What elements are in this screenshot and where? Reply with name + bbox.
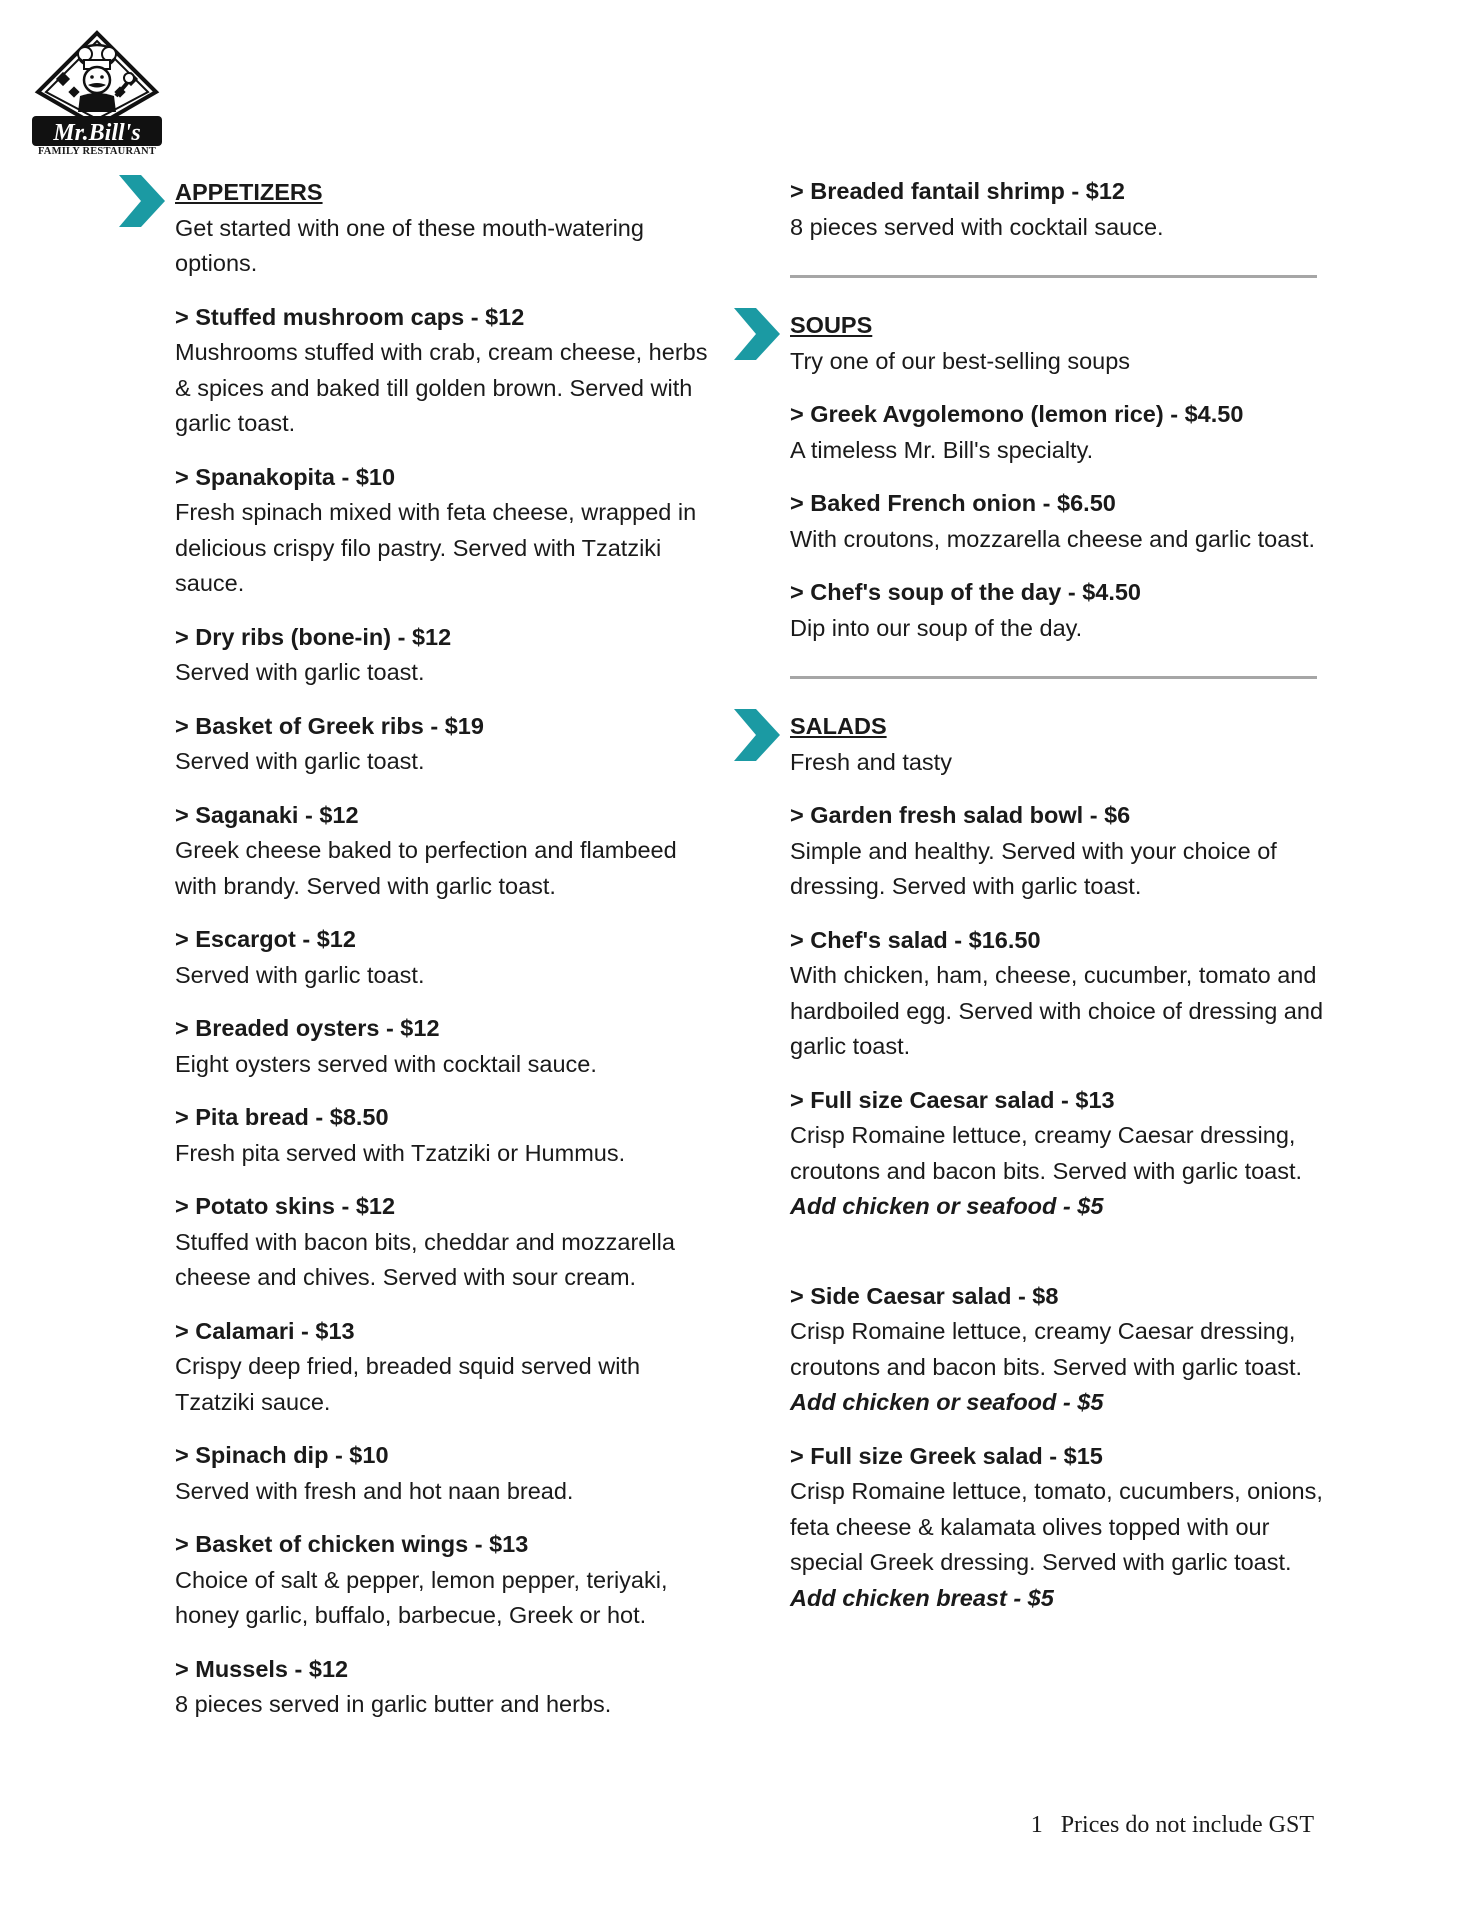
menu-item-name: > Basket of Greek ribs - $19: [175, 712, 484, 739]
menu-item-description: [175, 1687, 715, 1723]
menu-item-description-text: Crisp Romaine lettuce, creamy Caesar dressing, croutons and bacon bits. Served with garlic toast.: [790, 1318, 1303, 1380]
section-divider: [790, 275, 1317, 278]
menu-item-name: > Baked French onion - $6.50: [790, 490, 1116, 516]
left-column: [175, 175, 715, 1741]
menu-item-name: > Full size Caesar salad - $13: [790, 1086, 1115, 1113]
menu-item: [175, 1011, 715, 1082]
menu-item-description: [790, 1474, 1330, 1616]
menu-item: [175, 1189, 715, 1296]
tax-note: Prices do not include GST: [1060, 1812, 1314, 1838]
menu-item-description: [175, 958, 715, 994]
menu-item: [790, 174, 1330, 245]
menu-item-description: [790, 522, 1330, 558]
menu-item-name: > Escargot - $12: [175, 926, 356, 952]
menu-item: [790, 1279, 1330, 1421]
menu-item: [790, 923, 1330, 1065]
menu-item-description: [790, 433, 1330, 469]
salads-intro: Fresh and tasty: [790, 748, 952, 775]
right-column: [790, 174, 1330, 1634]
menu-item: [175, 1314, 715, 1421]
menu-item-description: [175, 335, 715, 442]
menu-item-addon: Add chicken breast - $5: [790, 1584, 1054, 1611]
menu-item-name: > Saganaki - $12: [175, 801, 359, 828]
soups-section: [790, 308, 1330, 646]
menu-item-name: > Pita bread - $8.50: [175, 1104, 389, 1130]
soups-title: SOUPS: [790, 312, 873, 338]
menu-item: [790, 1439, 1330, 1617]
menu-item-description-text: With croutons, mozzarella cheese and garlic toast.: [790, 525, 1316, 552]
menu-item-name: > Calamari - $13: [175, 1317, 355, 1344]
menu-item: [790, 1083, 1330, 1225]
logo-subtitle: FAMILY RESTAURANT: [37, 146, 157, 157]
menu-item-name: > Garden fresh salad bowl - $6: [790, 802, 1131, 828]
page-number: 1: [1030, 1812, 1043, 1838]
page-footer: [1031, 1812, 1314, 1839]
menu-item-description: [790, 1314, 1330, 1421]
menu-item-name: > Mussels - $12: [175, 1655, 349, 1682]
menu-item-name: > Chef's salad - $16.50: [790, 926, 1041, 953]
menu-item-description-text: Eight oysters served with cocktail sauce.: [175, 1050, 597, 1077]
menu-item-description-text: Served with garlic toast.: [175, 748, 425, 774]
menu-item-name: > Side Caesar salad - $8: [790, 1282, 1059, 1309]
menu-item: [175, 798, 715, 905]
menu-item-description-text: With chicken, ham, cheese, cucumber, tomato and hardboiled egg. Served with choice of dressing and garlic toast.: [790, 962, 1324, 1059]
menu-item: [175, 620, 715, 691]
menu-item-description-text: Crisp Romaine lettuce, creamy Caesar dressing, croutons and bacon bits. Served with garlic toast.: [790, 1122, 1303, 1184]
menu-item-description-text: 8 pieces served with cocktail sauce.: [790, 213, 1164, 240]
menu-item-description-text: Choice of salt & pepper, lemon pepper, teriyaki, honey garlic, buffalo, barbecue, Greek or hot.: [175, 1566, 668, 1628]
soups-intro: Try one of our best-selling soups: [790, 347, 1131, 374]
menu-item-description: [175, 495, 715, 602]
appetizers-intro: Get started with one of these mouth-watering options.: [175, 214, 644, 276]
menu-item-addon: Add chicken or seafood - $5: [790, 1193, 1104, 1219]
appetizers-section: [175, 175, 715, 1723]
continued-section: [790, 174, 1330, 245]
restaurant-logo: [30, 30, 164, 160]
menu-item-description-text: Served with fresh and hot naan bread.: [175, 1477, 574, 1504]
menu-item: [790, 486, 1330, 557]
menu-item-description: [175, 1136, 715, 1172]
menu-item-description: [790, 1118, 1330, 1225]
menu-item-description-text: Mushrooms stuffed with crab, cream cheese, herbs & spices and baked till golden brown. Served with garlic toast.: [175, 339, 708, 436]
logo-wordmark: Mr.Bill's: [53, 120, 141, 146]
menu-item-description: [790, 834, 1330, 905]
continued-items: [790, 174, 1330, 245]
menu-item: [175, 1527, 715, 1634]
appetizers-items: [175, 300, 715, 1723]
menu-item-description: [175, 1225, 715, 1296]
menu-item-description-text: Served with garlic toast.: [175, 961, 425, 988]
menu-item-name: > Chef's soup of the day - $4.50: [790, 579, 1141, 605]
menu-item-name: > Basket of chicken wings - $13: [175, 1531, 529, 1557]
section-divider: [790, 676, 1317, 679]
menu-item: [790, 397, 1330, 468]
menu-item: [175, 1652, 715, 1723]
menu-item-name: > Stuffed mushroom caps - $12: [175, 303, 525, 330]
soups-items: [790, 397, 1330, 646]
menu-item: [175, 922, 715, 993]
menu-item-description-text: Served with garlic toast.: [175, 659, 425, 685]
menu-item-description-text: Fresh pita served with Tzatziki or Hummus.: [175, 1139, 626, 1166]
menu-item-description-text: A timeless Mr. Bill's specialty.: [790, 436, 1094, 463]
menu-item-name: > Potato skins - $12: [175, 1193, 396, 1219]
salads-title: SALADS: [790, 713, 887, 739]
menu-item-description: [175, 1349, 715, 1420]
appetizers-title: APPETIZERS: [175, 179, 323, 205]
menu-item-description-text: Fresh spinach mixed with feta cheese, wrapped in delicious crispy filo pastry. Served with Tzatziki sauce.: [175, 499, 697, 596]
menu-item-name: > Spanakopita - $10: [175, 463, 396, 490]
chef-logo-icon: [30, 30, 164, 146]
menu-item-description: [790, 958, 1330, 1065]
menu-item-description: [175, 1047, 715, 1083]
menu-item: [790, 798, 1330, 905]
menu-item: [175, 709, 715, 780]
menu-item-description-text: 8 pieces served in garlic butter and herbs.: [175, 1691, 612, 1717]
menu-item-description-text: Simple and healthy. Served with your choice of dressing. Served with garlic toast.: [790, 837, 1277, 899]
menu-item-name: > Greek Avgolemono (lemon rice) - $4.50: [790, 401, 1244, 427]
salads-items: [790, 798, 1330, 1616]
menu-item: [175, 1438, 715, 1509]
menu-item-description: [790, 210, 1330, 246]
chevron-right-icon: [734, 308, 780, 360]
menu-item-addon: Add chicken or seafood - $5: [790, 1389, 1104, 1415]
menu-item: [175, 460, 715, 602]
menu-item-description: [175, 833, 715, 904]
menu-item-name: > Dry ribs (bone-in) - $12: [175, 623, 452, 650]
menu-item: [790, 575, 1330, 646]
menu-item-description: [790, 611, 1330, 647]
menu-item-name: > Breaded fantail shrimp - $12: [790, 178, 1125, 204]
menu-item-description: [175, 744, 715, 780]
menu-item-name: > Breaded oysters - $12: [175, 1015, 440, 1041]
menu-item-description: [175, 1474, 715, 1510]
menu-item-description: [175, 1563, 715, 1634]
menu-item-description-text: Stuffed with bacon bits, cheddar and mozzarella cheese and chives. Served with sour cream.: [175, 1228, 675, 1290]
menu-item: [175, 300, 715, 442]
menu-item-name: > Spinach dip - $10: [175, 1442, 389, 1468]
menu-item: [175, 1100, 715, 1171]
menu-item-description: [175, 655, 715, 691]
menu-item-description-text: Dip into our soup of the day.: [790, 614, 1083, 641]
chevron-right-icon: [734, 709, 780, 761]
menu-item-name: > Full size Greek salad - $15: [790, 1442, 1103, 1469]
menu-item-description-text: Crispy deep fried, breaded squid served with Tzatziki sauce.: [175, 1353, 641, 1415]
menu-item-description-text: Greek cheese baked to perfection and flambeed with brandy. Served with garlic toast.: [175, 837, 677, 899]
menu-item-description-text: Crisp Romaine lettuce, tomato, cucumbers, onions, feta cheese & kalamata olives topped with our special Greek dressing. Served with garlic toast.: [790, 1478, 1323, 1575]
salads-section: [790, 709, 1330, 1616]
chevron-right-icon: [119, 175, 165, 227]
